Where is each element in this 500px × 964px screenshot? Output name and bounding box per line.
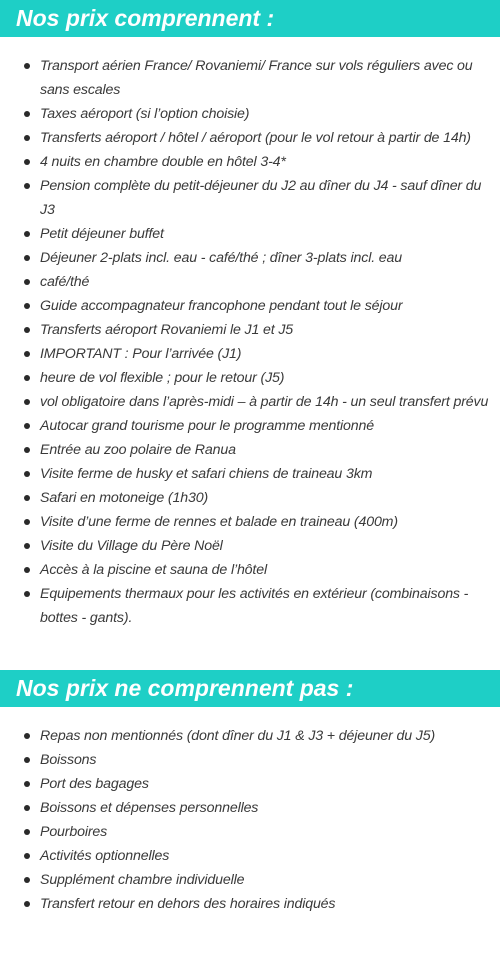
list-item-text: Transferts aéroport / hôtel / aéroport (pour le vol retour à partir de 14h): [40, 130, 471, 146]
list-item-text: Pension complète du petit-déjeuner du J2 au dîner du J4 - sauf dîner du J3: [40, 178, 482, 218]
list-item: [0, 558, 500, 582]
list-item: [0, 534, 500, 558]
list-item-text: IMPORTANT : Pour l’arrivée (J1): [40, 346, 242, 362]
bullet-icon: [24, 519, 30, 525]
bullet-icon: [24, 543, 30, 549]
list-item: [0, 318, 500, 342]
bullet-icon: [24, 805, 30, 811]
list-item: [0, 868, 500, 892]
included-list: [0, 37, 500, 630]
list-item: [0, 510, 500, 534]
list-item: [0, 270, 500, 294]
list-item-text: Guide accompagnateur francophone pendant tout le séjour: [40, 298, 403, 314]
list-item-text: Visite du Village du Père Noël: [40, 538, 223, 554]
list-item-text: Boissons: [40, 752, 97, 768]
bullet-icon: [24, 231, 30, 237]
bullet-icon: [24, 495, 30, 501]
list-item: [0, 748, 500, 772]
list-item-text: Entrée au zoo polaire de Ranua: [40, 442, 236, 458]
list-item: [0, 246, 500, 270]
bullet-icon: [24, 135, 30, 141]
list-item-text: Visite d’une ferme de rennes et balade en traineau (400m): [40, 514, 398, 530]
list-item: [0, 462, 500, 486]
list-item-text: Petit déjeuner buffet: [40, 226, 164, 242]
list-item: [0, 366, 500, 390]
bullet-icon: [24, 471, 30, 477]
list-item-text: 4 nuits en chambre double en hôtel 3-4*: [40, 154, 286, 170]
list-item-text: Taxes aéroport (si l’option choisie): [40, 106, 250, 122]
list-item-text: café/thé: [40, 274, 90, 290]
bullet-icon: [24, 877, 30, 883]
bullet-icon: [24, 567, 30, 573]
excluded-section-title: Nos prix ne comprennent pas :: [0, 670, 500, 707]
list-item-text: Transfert retour en dehors des horaires indiqués: [40, 896, 336, 912]
list-item-text: Supplément chambre individuelle: [40, 872, 245, 888]
bullet-icon: [24, 375, 30, 381]
list-item: [0, 724, 500, 748]
list-item: [0, 390, 500, 414]
list-item: [0, 414, 500, 438]
list-item-text: Repas non mentionnés (dont dîner du J1 & J3 + déjeuner du J5): [40, 728, 436, 744]
bullet-icon: [24, 757, 30, 763]
list-item: [0, 438, 500, 462]
list-item: [0, 582, 500, 630]
list-item: [0, 222, 500, 246]
list-item-text: Autocar grand tourisme pour le programme mentionné: [40, 418, 374, 434]
list-item-text: Safari en motoneige (1h30): [40, 490, 209, 506]
list-item: [0, 486, 500, 510]
list-item-text: Visite ferme de husky et safari chiens de traineau 3km: [40, 466, 373, 482]
list-item: [0, 342, 500, 366]
list-item: [0, 772, 500, 796]
bullet-icon: [24, 423, 30, 429]
bullet-icon: [24, 853, 30, 859]
bullet-icon: [24, 111, 30, 117]
list-item: [0, 126, 500, 150]
list-item-text: Transferts aéroport Rovaniemi le J1 et J5: [40, 322, 294, 338]
list-item: [0, 820, 500, 844]
list-item: [0, 174, 500, 222]
excluded-list: [0, 707, 500, 916]
bullet-icon: [24, 447, 30, 453]
list-item-text: Port des bagages: [40, 776, 149, 792]
bullet-icon: [24, 351, 30, 357]
list-item-text: Accès à la piscine et sauna de l’hôtel: [40, 562, 267, 578]
list-item-text: heure de vol flexible ; pour le retour (J5): [40, 370, 285, 386]
list-item-text: Boissons et dépenses personnelles: [40, 800, 259, 816]
list-item-text: Transport aérien France/ Rovaniemi/ France sur vols réguliers avec ou sans escales: [40, 58, 473, 98]
bullet-icon: [24, 255, 30, 261]
list-item-text: vol obligatoire dans l’après-midi – à partir de 14h - un seul transfert prévu: [40, 394, 489, 410]
list-item: [0, 102, 500, 126]
list-item: [0, 796, 500, 820]
bullet-icon: [24, 829, 30, 835]
list-item-text: Pourboires: [40, 824, 108, 840]
list-item-text: Déjeuner 2-plats incl. eau - café/thé ; dîner 3-plats incl. eau: [40, 250, 402, 266]
bullet-icon: [24, 399, 30, 405]
list-item: [0, 54, 500, 102]
bullet-icon: [24, 183, 30, 189]
bullet-icon: [24, 159, 30, 165]
bullet-icon: [24, 591, 30, 597]
list-item: [0, 892, 500, 916]
list-item: [0, 150, 500, 174]
bullet-icon: [24, 303, 30, 309]
bullet-icon: [24, 63, 30, 69]
bullet-icon: [24, 733, 30, 739]
bullet-icon: [24, 279, 30, 285]
list-item-text: Activités optionnelles: [40, 848, 170, 864]
included-section-title: Nos prix comprennent :: [0, 0, 500, 37]
bullet-icon: [24, 901, 30, 907]
list-item: [0, 294, 500, 318]
bullet-icon: [24, 781, 30, 787]
list-item: [0, 844, 500, 868]
list-item-text: Equipements thermaux pour les activités en extérieur (combinaisons - bottes - gants).: [40, 586, 469, 626]
bullet-icon: [24, 327, 30, 333]
